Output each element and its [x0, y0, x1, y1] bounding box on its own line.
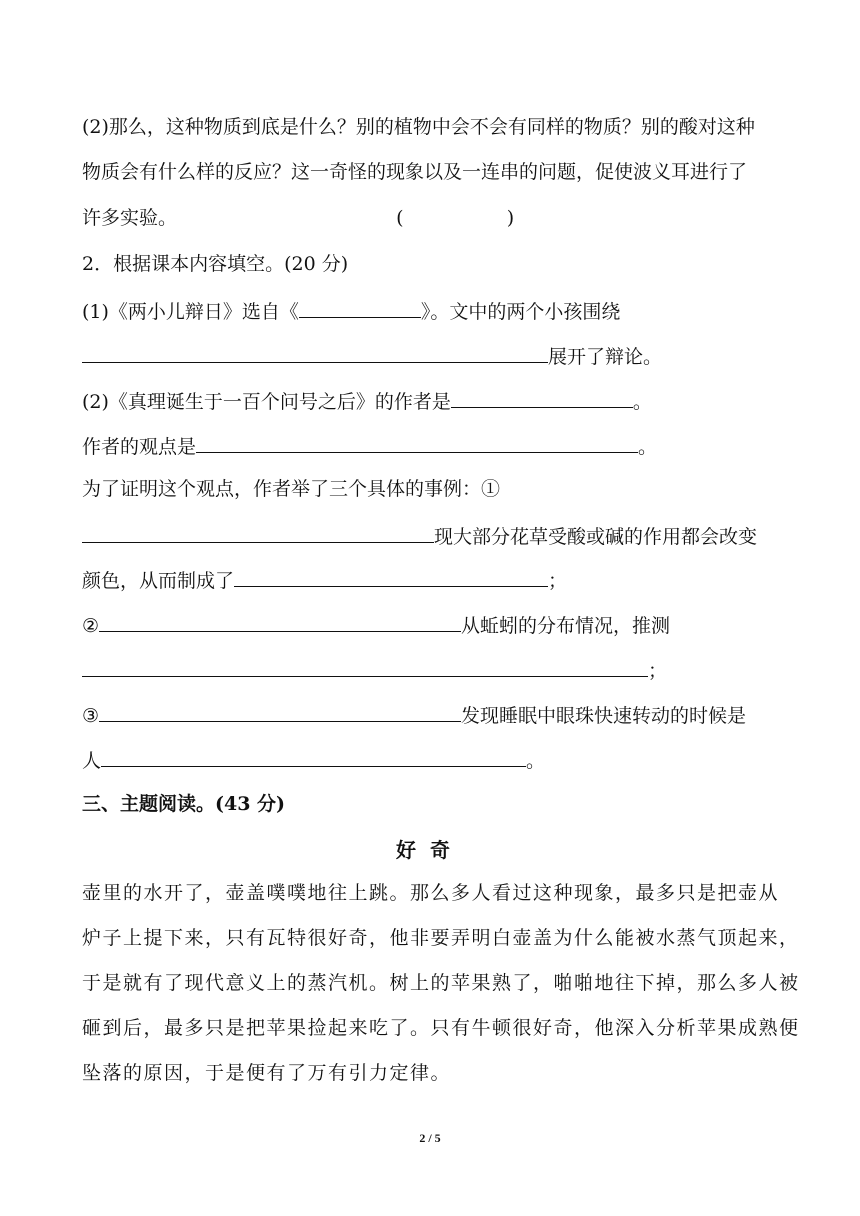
article-line-3: 于是就有了现代意义上的蒸汽机。树上的苹果熟了，啪啪地往下掉，那么多人被 — [82, 972, 800, 994]
q2-example-1-cont: 颜色，从而制成了 ； — [82, 566, 792, 593]
q2-item-2: (2)《真理诞生于一百个问号之后》的作者是 。 — [82, 387, 792, 414]
article-line-5: 坠落的原因，于是便有了万有引力定律。 — [82, 1062, 452, 1084]
q2-item-1-cont: 展开了辩论。 — [82, 342, 792, 369]
blank-example-1-result[interactable] — [234, 566, 548, 587]
answer-parentheses[interactable]: ( ) — [396, 207, 515, 229]
article-title: 好奇 — [396, 838, 464, 862]
q1-2-line-1: (2)那么，这种物质到底是什么？别的植物中会不会有同样的物质？别的酸对这种 — [82, 116, 755, 138]
q2-example-3: ③ 发现睡眠中眼珠快速转动的时候是 — [82, 701, 792, 728]
page-number: 2 / 5 — [419, 1131, 441, 1145]
q2-example-2: ② 从蚯蚓的分布情况，推测 — [82, 611, 792, 638]
article-line-1: 壶里的水开了，壶盖噗噗地往上跳。那么多人看过这种现象，最多只是把壶从 — [82, 882, 780, 904]
q2-example-1: 现大部分花草受酸或碱的作用都会改变 — [82, 522, 792, 549]
q2-item-1: (1)《两小儿辩日》选自《 》。文中的两个小孩围绕 — [82, 297, 792, 324]
q2-examples-intro: 为了证明这个观点，作者举了三个具体的事例：① — [82, 478, 501, 500]
blank-viewpoint[interactable] — [196, 432, 638, 453]
q1-2-line-3 — [82, 206, 792, 230]
blank-example-1-person[interactable] — [82, 522, 434, 543]
article-line-2: 炉子上提下来，只有瓦特很好奇，他非要弄明白壶盖为什么能被水蒸气顶起来， — [82, 927, 800, 949]
q2-example-3-cont: 人 。 — [82, 746, 792, 773]
blank-example-3-person[interactable] — [99, 701, 461, 722]
article-line-4: 砸到后，最多只是把苹果捡起来吃了。只有牛顿很好奇，他深入分析苹果成熟便 — [82, 1017, 800, 1039]
q2-example-2-cont: ； — [82, 656, 792, 683]
blank-example-2-inference[interactable] — [82, 656, 648, 677]
blank-source-book[interactable] — [299, 297, 421, 318]
q2-heading: 2．根据课本内容填空。(20 分) — [82, 253, 349, 275]
q1-2-line-3-text: 许多实验。 — [82, 207, 178, 229]
q2-viewpoint: 作者的观点是 。 — [82, 432, 792, 459]
blank-example-2-person[interactable] — [99, 611, 461, 632]
q1-2-line-2: 物质会有什么样的反应？这一奇怪的现象以及一连串的问题，促使波义耳进行了 — [82, 161, 748, 183]
blank-example-3-state[interactable] — [101, 746, 526, 767]
blank-author[interactable] — [451, 387, 633, 408]
blank-debate-topic[interactable] — [82, 342, 548, 363]
section-3-heading: 三、主题阅读。(43 分) — [82, 793, 286, 815]
